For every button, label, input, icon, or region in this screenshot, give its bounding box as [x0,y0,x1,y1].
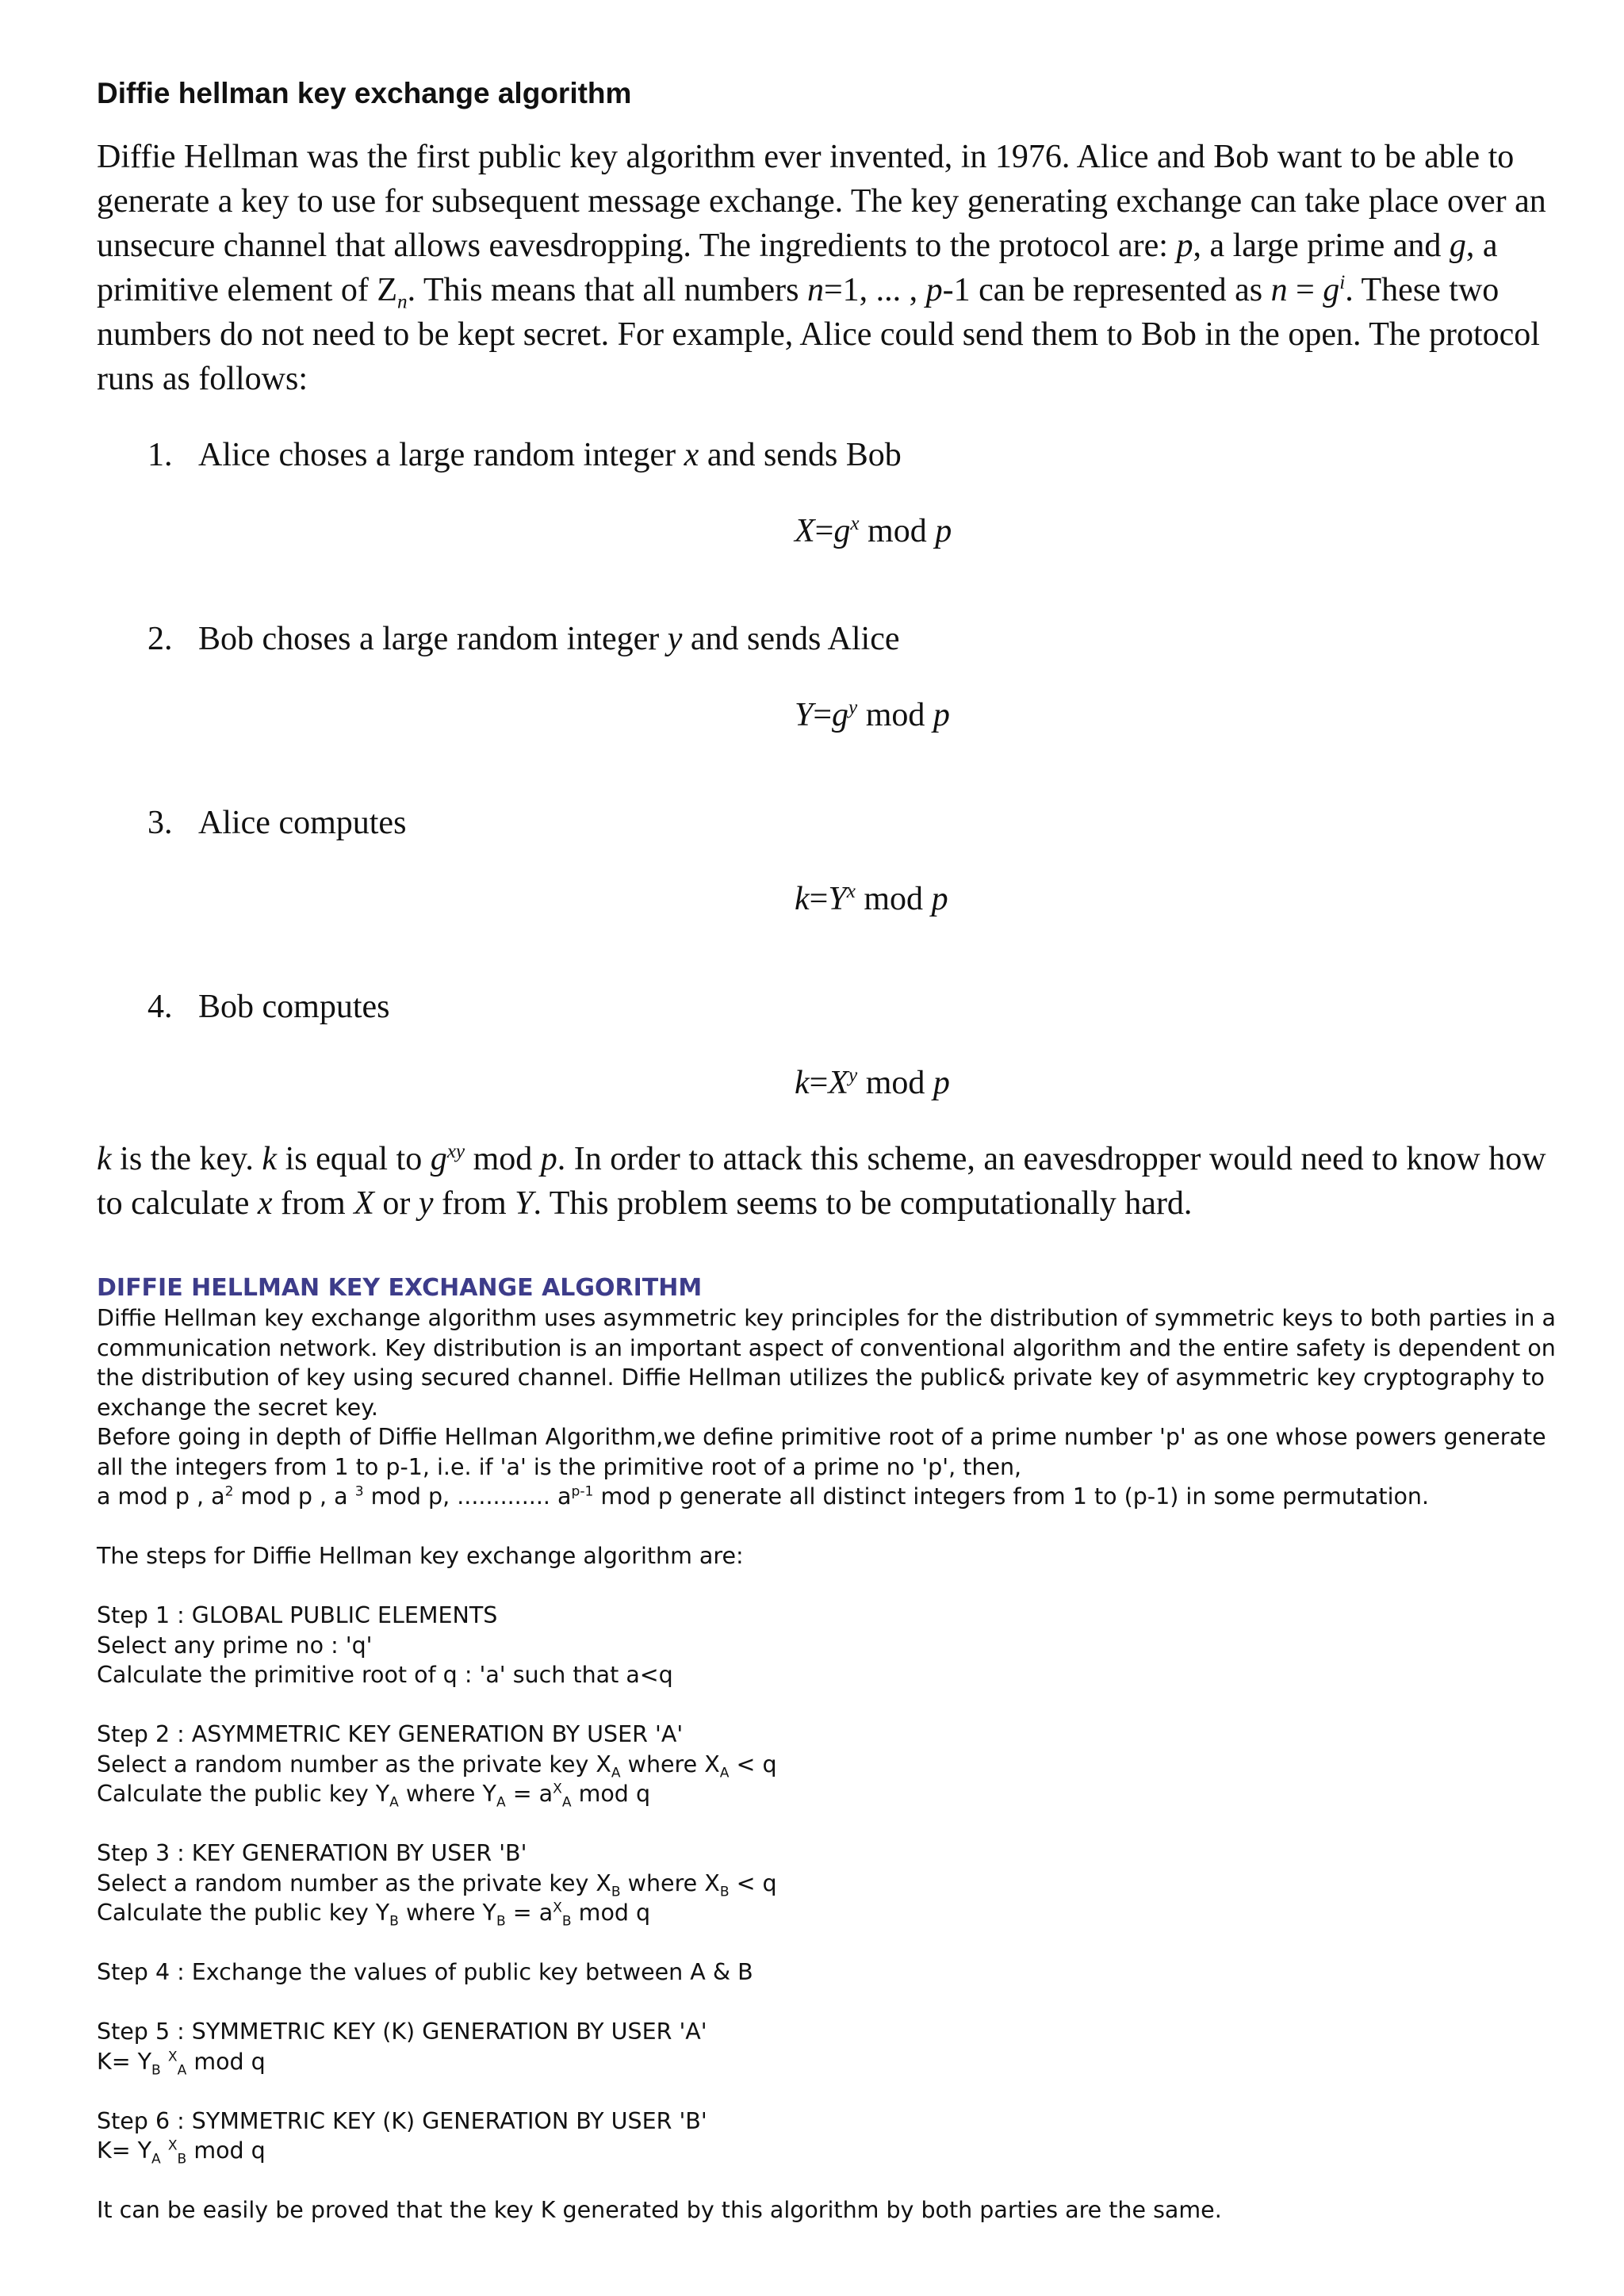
primitive-root-powers: a mod p , $a^2$ mod p , a $^3$ mod p, ............. $a^{p-1}$ mod p generate all distinct integers from 1 to (p-1) in some permutation. [97,1483,1430,1510]
protocol-step-1: 1. Alice choses a large random integer x and sends Bob [147,437,902,474]
step-2: Step 2 : ASYMMETRIC KEY GENERATION BY USER 'A' Select a random number as the private key $X_A$ where $X_A < q$ Calculate the public key $Y_A$ where $Y_A = a^X_A$ mod q [97,1720,1561,1809]
steps-intro: The steps for Diffie Hellman key exchange algorithm are: [97,1543,744,1570]
protocol-step-4: 4. Bob computes [147,989,390,1026]
protocol-step-3: 3. Alice computes [147,805,407,842]
step-5-title: Step 5 : SYMMETRIC KEY (K) GENERATION BY USER 'A' [97,2019,707,2045]
key-paragraph: k is the key. k is equal to $g^{xy}$ mod p. In order to attack this scheme, an eavesdropper would need to know how to calculate x from X or y from Y. This problem seems to be computationally hard. [97,1141,1546,1223]
conclusion: It can be easily be proved that the key K generated by this algorithm by both parties are the same. [97,2197,1222,2224]
step-6: Step 6 : SYMMETRIC KEY (K) GENERATION BY USER 'B' $K= Y_A$ $^X_B$ mod q [97,2107,1561,2166]
section-2-title: DIFFIE HELLMAN KEY EXCHANGE ALGORITHM [97,1274,703,1303]
formula-4: $k=X^y$ mod p [795,1065,950,1102]
step-1-title: Step 1 : GLOBAL PUBLIC ELEMENTS [97,1602,498,1629]
protocol-step-2: 2. Bob choses a large random integer y and sends Alice [147,621,900,658]
formula-2: $Y=g^y$ mod p [795,697,950,734]
step-1: Step 1 : GLOBAL PUBLIC ELEMENTS Select any prime no : 'q' Calculate the primitive root of q : 'a' such that a<q [97,1601,1561,1690]
step-2-title: Step 2 : ASYMMETRIC KEY GENERATION BY USER 'A' [97,1721,684,1748]
step-5: Step 5 : SYMMETRIC KEY (K) GENERATION BY USER 'A' $K= Y_B$ $^X_A$ mod q [97,2017,1561,2076]
section-2-paragraph-1: Diffie Hellman key exchange algorithm uses asymmetric key principles for the distribution of symmetric keys to both parties in a communication network. Key distribution is an important aspect of conventional algorithm and the entire safety is dependent on the distribution of key using secured channel. Diffie Hellman utilizes the public& private key of asymmetric key cryptography to exchange the secret key. [97,1305,1556,1421]
section-2-paragraph-2: Before going in depth of Diffie Hellman Algorithm,we define primitive root of a prime number 'p' as one whose powers generate all the integers from 1 to p-1, i.e. if 'a' is the primitive root of a prime no 'p', then, [97,1424,1546,1480]
step-3-title: Step 3 : KEY GENERATION BY USER 'B' [97,1840,527,1867]
step-4: Step 4 : Exchange the values of public key between A & B [97,1959,753,1986]
document-page [97,76,1561,2225]
formula-3: $k=Y^x$ mod p [795,881,948,918]
formula-1: $X=g^x$ mod p [795,513,952,550]
intro-paragraph: Diffie Hellman was the first public key algorithm ever invented, in 1976. Alice and Bob want to be able to generate a key to use for subsequent message exchange. The key generating exchange can take place over an unsecure channel that allows eavesdropping. The ingredients to the protocol are: p, a large prime and g, a primitive element of $Z_n$. This means that all numbers n=1, ... , p-1 can be represented as $n = g^i$. These two numbers do not need to be kept secret. For example, Alice could send them to Bob in the open. The protocol runs as follows: [97,139,1546,398]
section-title: Diffie hellman key exchange algorithm [97,77,632,109]
step-3: Step 3 : KEY GENERATION BY USER 'B' Select a random number as the private key $X_B$ where $X_B < q$ Calculate the public key $Y_B$ where $Y_B = a^X_B$ mod q [97,1839,1561,1928]
step-6-title: Step 6 : SYMMETRIC KEY (K) GENERATION BY USER 'B' [97,2107,707,2134]
